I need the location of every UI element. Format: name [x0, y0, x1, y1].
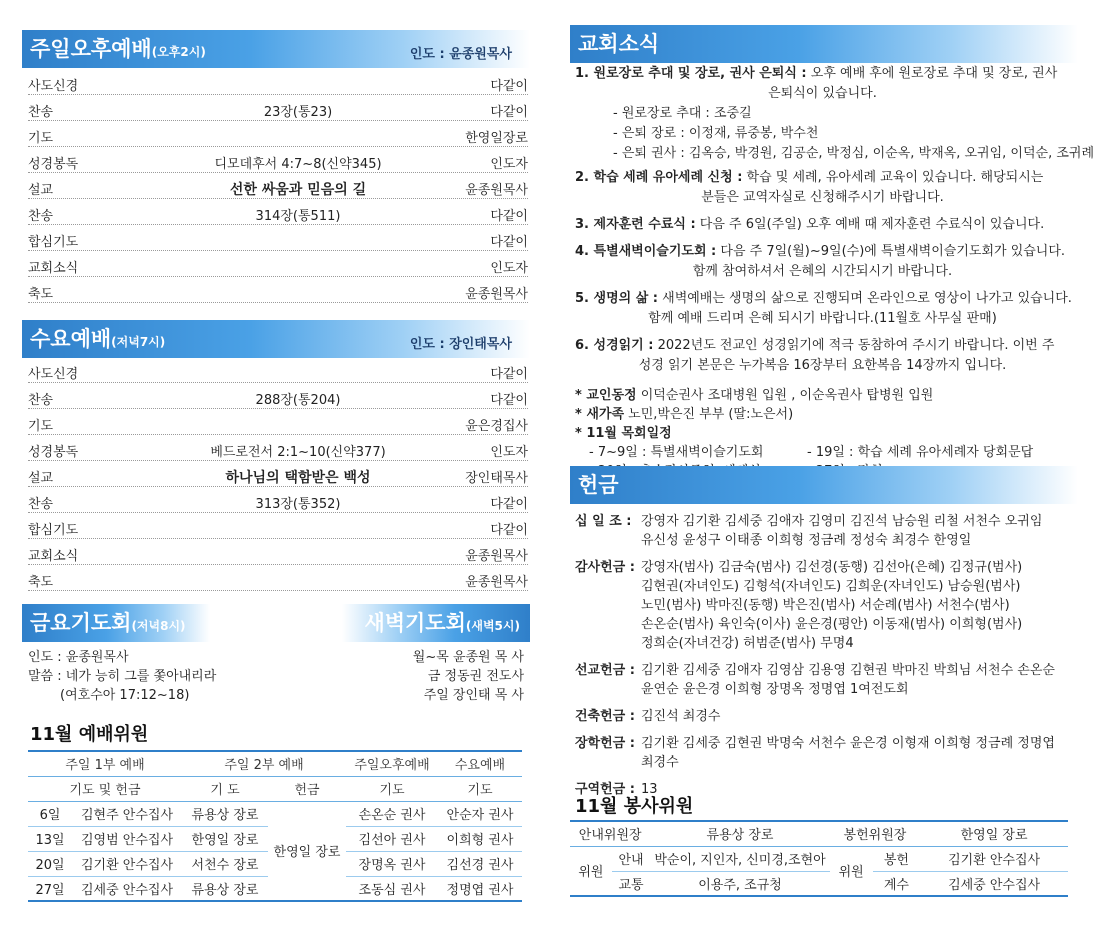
order-row: [28, 225, 528, 251]
name-cell: 김선아 권사: [346, 826, 438, 851]
order-item: 기도: [28, 131, 54, 146]
order-item: 사도신경: [28, 367, 79, 382]
news-item-continued: 성경 읽기 본문은 누가복음 16장부터 요한복음 14장까지 입니다.: [638, 358, 1007, 373]
news-item-head: 5. 생명의 삶 :: [575, 291, 658, 306]
offering-row: [575, 661, 1075, 699]
schedule-item: - 7~9일 : 특별새벽이슬기도회: [589, 445, 764, 460]
offering-row: [575, 558, 1075, 653]
order-detail: 314장(통511): [255, 209, 341, 224]
sunday-pm-banner: [22, 30, 530, 68]
order-item: 합심기도: [28, 235, 79, 250]
header-sunday-1: 주일 1부 예배: [28, 751, 182, 776]
order-detail: 베드로전서 2:1~10(신약377): [210, 445, 386, 460]
offering-label: 장학헌금 :: [575, 736, 635, 751]
news-note: * 교인동정 이덕순권사 조대병원 입원 , 이순옥권사 탑병원 입원: [575, 388, 934, 403]
offering-label: 십 일 조 :: [575, 514, 632, 529]
news-item-text: 다음 주 7일(월)~9일(수)에 특별새벽이슬기도회가 있습니다.: [716, 244, 1066, 259]
guide-head-label: 안내위원장: [570, 821, 650, 846]
order-item: 축도: [28, 575, 54, 590]
offering-names: 강영자(범사) 김금숙(범사) 김선경(동행) 김선아(은혜) 김정규(범사) 김현권(자녀인도) 김형석(자녀인도) 김희운(자녀인도) 남승원(범사) 노민(범사) 박마진(동행) 박은진(범사) 서순례(범사) 서천수(범사) 손온순(범사) 육인숙(이사) 윤은경(평안) 이동재(범사) 이희형(범사) 정희순(자녀건강) 허범준(범사) 무명4: [641, 560, 1023, 651]
offering-names: 13: [641, 782, 658, 797]
offering-label: 건축헌금 :: [575, 709, 635, 724]
name-cell: 서천수 장로: [182, 851, 268, 876]
news-item: [575, 215, 1070, 235]
news-item-text: 다음 주 6일(주일) 오후 예배 때 제자훈련 수료식이 있습니다.: [695, 217, 1045, 232]
offer-name: 김기환 안수집사: [920, 846, 1068, 871]
news-item-head: 2. 학습 세례 유아세례 신청 :: [575, 170, 743, 185]
news-item-text: 학습 및 세례, 유아세례 교육이 있습니다. 해당되시는: [742, 170, 1044, 185]
order-detail: 288장(통204): [255, 393, 341, 408]
order-row: [28, 539, 528, 565]
order-item: 찬송: [28, 209, 54, 224]
order-item: 성경봉독: [28, 445, 79, 460]
order-row: [28, 251, 528, 277]
traffic-label: 교통: [612, 871, 651, 896]
offering-banner: [570, 466, 1078, 504]
news-item: [575, 289, 1070, 329]
order-leader: 다같이: [490, 497, 528, 512]
offering-row: [575, 707, 1075, 726]
news-list: [575, 64, 1095, 481]
news-item-head: 1. 원로장로 추대 및 장로, 권사 은퇴식 :: [575, 66, 807, 81]
service-committee-table: [570, 820, 1068, 897]
order-detail: 하나님의 택함받은 백성: [225, 470, 371, 486]
offering-title: 헌금: [578, 473, 619, 497]
news-sub-item: - 은퇴 권사 : 김옥승, 박경원, 김공순, 박정심, 이순옥, 박재옥, 오귀임, 이덕순, 조귀례: [613, 146, 1095, 161]
order-leader: 윤종원목사: [465, 575, 528, 590]
dawn-line-3: 주일 장인태 목 사: [423, 688, 524, 703]
header-pm-prayer: 기도: [346, 776, 438, 801]
order-row: [28, 277, 528, 303]
order-leader: 인도자: [490, 157, 528, 172]
friday-scripture: (여호수아 17:12~18): [60, 688, 190, 703]
name-cell: 이희형 권사: [438, 826, 522, 851]
shared-offering-cell: 한영일 장로: [268, 801, 346, 901]
order-detail: 디모데후서 4:7~8(신약345): [214, 157, 382, 172]
offering-label: 감사헌금 :: [575, 560, 635, 575]
offering-names: 김기환 김세중 김현권 박명숙 서천수 윤은경 이형재 이희형 정금례 정명엽 최경수: [641, 736, 1055, 770]
order-row: [28, 357, 528, 383]
offering-names: 김진석 최경수: [641, 709, 721, 724]
count-label: 계수: [873, 871, 921, 896]
name-cell: 김현주 안수집사: [72, 801, 182, 826]
wednesday-banner: [22, 320, 530, 358]
order-row: [28, 409, 528, 435]
order-leader: 윤종원목사: [465, 549, 528, 564]
news-item: [575, 336, 1070, 376]
friday-sermon: 말씀 : 네가 능히 그를 쫓아내리라: [28, 669, 217, 684]
worship-header-row-2: [28, 776, 522, 801]
offering-label: 구역헌금 :: [575, 782, 635, 797]
order-item: 합심기도: [28, 523, 79, 538]
news-sub-item: - 은퇴 장로 : 이정재, 류중봉, 박수천: [613, 126, 819, 141]
order-leader: 한영일장로: [465, 131, 528, 146]
sunday-pm-leader: 인도 : 윤종원목사: [409, 47, 512, 62]
order-leader: 윤은경집사: [465, 419, 528, 434]
order-detail: 선한 싸움과 믿음의 길: [229, 182, 367, 198]
dawn-line-1: 월~목 윤종원 목 사: [412, 650, 524, 665]
name-cell: 손온순 권사: [346, 801, 438, 826]
header-offering: 헌금: [268, 776, 346, 801]
order-row: [28, 487, 528, 513]
offering-names: 강영자 김기환 김세중 김애자 김영미 김진석 남승원 리철 서천수 오귀임 유신성 윤성구 이태종 이희형 정금례 정성숙 최경수 한영일: [641, 514, 1043, 548]
friday-title: 금요기도회(저녁8시): [30, 611, 186, 635]
order-row: [28, 173, 528, 199]
name-cell: 김세중 안수집사: [72, 876, 182, 901]
offering-row: [575, 512, 1075, 550]
worship-committee-table: [28, 750, 522, 902]
order-item: 축도: [28, 287, 54, 302]
order-item: 설교: [28, 183, 54, 198]
order-item: 사도신경: [28, 79, 79, 94]
order-leader: 윤종원목사: [465, 287, 528, 302]
news-note: * 11월 목회일정: [575, 426, 672, 441]
header-prayer-offering: 기도 및 헌금: [28, 776, 182, 801]
name-cell: 한영일 장로: [182, 826, 268, 851]
dawn-title: 새벽기도회(새벽5시): [364, 611, 520, 635]
count-name: 김세중 안수집사: [920, 871, 1068, 896]
traffic-names: 이용주, 조규청: [650, 871, 829, 896]
news-item: [575, 168, 1070, 208]
order-leader: 인도자: [490, 445, 528, 460]
date-cell: 13일: [28, 826, 72, 851]
guide-label: 안내: [612, 846, 651, 871]
news-item-continued: 분들은 교역자실로 신청해주시기 바랍니다.: [701, 190, 944, 205]
schedule-item: - 19일 : 학습 세례 유아세례자 당회문답: [807, 445, 1034, 460]
order-item: 찬송: [28, 393, 54, 408]
date-cell: 20일: [28, 851, 72, 876]
header-wed-prayer: 기도: [438, 776, 522, 801]
offering-label: 선교헌금 :: [575, 663, 635, 678]
order-leader: 다같이: [490, 79, 528, 94]
news-item-text: 2022년도 전교인 성경읽기에 적극 동참하여 주시기 바랍니다. 이번 주: [653, 338, 1055, 353]
order-row: [28, 383, 528, 409]
offering-row: [575, 734, 1075, 772]
news-item-head: 4. 특별새벽이슬기도회 :: [575, 244, 717, 259]
order-row: [28, 565, 528, 591]
offering-list: [575, 512, 1075, 807]
dawn-banner: [342, 604, 530, 642]
news-item: [575, 242, 1070, 282]
header-prayer: 기 도: [182, 776, 268, 801]
name-cell: 장명옥 권사: [346, 851, 438, 876]
news-item-continued: 함께 참여하셔서 은혜의 시간되시기 바랍니다.: [692, 264, 953, 279]
news-item-head: 3. 제자훈련 수료식 :: [575, 217, 696, 232]
header-sunday-2: 주일 2부 예배: [182, 751, 346, 776]
order-row: [28, 513, 528, 539]
order-row: [28, 461, 528, 487]
name-cell: 조동심 권사: [346, 876, 438, 901]
order-leader: 장인태목사: [465, 471, 528, 486]
order-row: [28, 95, 528, 121]
worship-header-row-1: [28, 751, 522, 776]
news-item-head: 6. 성경읽기 :: [575, 338, 654, 353]
dawn-line-2: 금 정동권 전도사: [427, 669, 524, 684]
order-leader: 다같이: [490, 367, 528, 382]
order-leader: 인도자: [490, 261, 528, 276]
name-cell: 김영범 안수집사: [72, 826, 182, 851]
name-cell: 김선경 권사: [438, 851, 522, 876]
header-wednesday: 수요예배: [438, 751, 522, 776]
friday-banner: [22, 604, 210, 642]
member-label-right: 위원: [830, 846, 873, 896]
service-row-2: [570, 871, 1068, 896]
news-item-continued: 함께 예배 드리며 은혜 되시기 바랍니다.(11월호 사무실 판매): [648, 311, 997, 326]
name-cell: 류용상 장로: [182, 876, 268, 901]
news-item-text: 오후 예배 후에 원로장로 추대 및 장로, 권사: [806, 66, 1058, 81]
offer-head-label: 봉헌위원장: [830, 821, 920, 846]
guide-head-name: 류용상 장로: [650, 821, 829, 846]
member-label-left: 위원: [570, 846, 612, 896]
name-cell: 안순자 권사: [438, 801, 522, 826]
header-sunday-pm: 주일오후예배: [346, 751, 438, 776]
news-item: [575, 64, 1095, 164]
order-leader: 윤종원목사: [465, 183, 528, 198]
order-leader: 다같이: [490, 523, 528, 538]
news-note: * 새가족 노민,박은진 부부 (딸:노은서): [575, 407, 794, 422]
order-row: [28, 69, 528, 95]
order-row: [28, 147, 528, 173]
wednesday-leader: 인도 : 장인태목사: [409, 337, 512, 352]
order-leader: 다같이: [490, 209, 528, 224]
table-row: [28, 801, 522, 826]
sunday-pm-title: 주일오후예배(오후2시): [30, 37, 206, 61]
order-item: 성경봉독: [28, 157, 79, 172]
order-item: 기도: [28, 419, 54, 434]
news-title: 교회소식: [578, 32, 660, 56]
name-cell: 류용상 장로: [182, 801, 268, 826]
service-committee-title: 11월 봉사위원: [575, 796, 694, 817]
friday-leader: 인도 : 윤종원목사: [28, 650, 129, 665]
offering-names: 김기환 김세중 김애자 김영삼 김용영 김현권 박마진 박희님 서천수 손온순 윤연순 윤은경 이희형 장명옥 정명엽 1여전도회: [641, 663, 1055, 697]
guide-names: 박순이, 지인자, 신미경,조현아: [650, 846, 829, 871]
order-detail: 23장(통23): [263, 105, 333, 120]
order-leader: 다같이: [490, 235, 528, 250]
order-leader: 다같이: [490, 393, 528, 408]
worship-committee-title: 11월 예배위원: [30, 724, 149, 745]
order-leader: 다같이: [490, 105, 528, 120]
service-head-row: [570, 821, 1068, 846]
service-row-1: [570, 846, 1068, 871]
news-banner: [570, 25, 1078, 63]
order-item: 교회소식: [28, 549, 79, 564]
order-item: 찬송: [28, 105, 54, 120]
news-item-continued: 은퇴식이 있습니다.: [768, 86, 877, 101]
order-row: [28, 121, 528, 147]
order-row: [28, 199, 528, 225]
offer-head-name: 한영일 장로: [920, 821, 1068, 846]
wednesday-title: 수요예배(저녁7시): [30, 327, 166, 351]
name-cell: 정명엽 권사: [438, 876, 522, 901]
news-sub-item: - 원로장로 추대 : 조중길: [613, 106, 752, 121]
order-item: 설교: [28, 471, 54, 486]
wednesday-order-table: [28, 357, 528, 591]
sunday-pm-order-table: [28, 69, 528, 303]
order-detail: 313장(통352): [255, 497, 341, 512]
date-cell: 27일: [28, 876, 72, 901]
order-row: [28, 435, 528, 461]
date-cell: 6일: [28, 801, 72, 826]
name-cell: 김기환 안수집사: [72, 851, 182, 876]
order-item: 찬송: [28, 497, 54, 512]
news-item-text: 새벽예배는 생명의 삶으로 진행되며 온라인으로 영상이 나가고 있습니다.: [658, 291, 1072, 306]
order-item: 교회소식: [28, 261, 79, 276]
schedule-row: [575, 443, 1070, 462]
offer-label: 봉헌: [873, 846, 921, 871]
